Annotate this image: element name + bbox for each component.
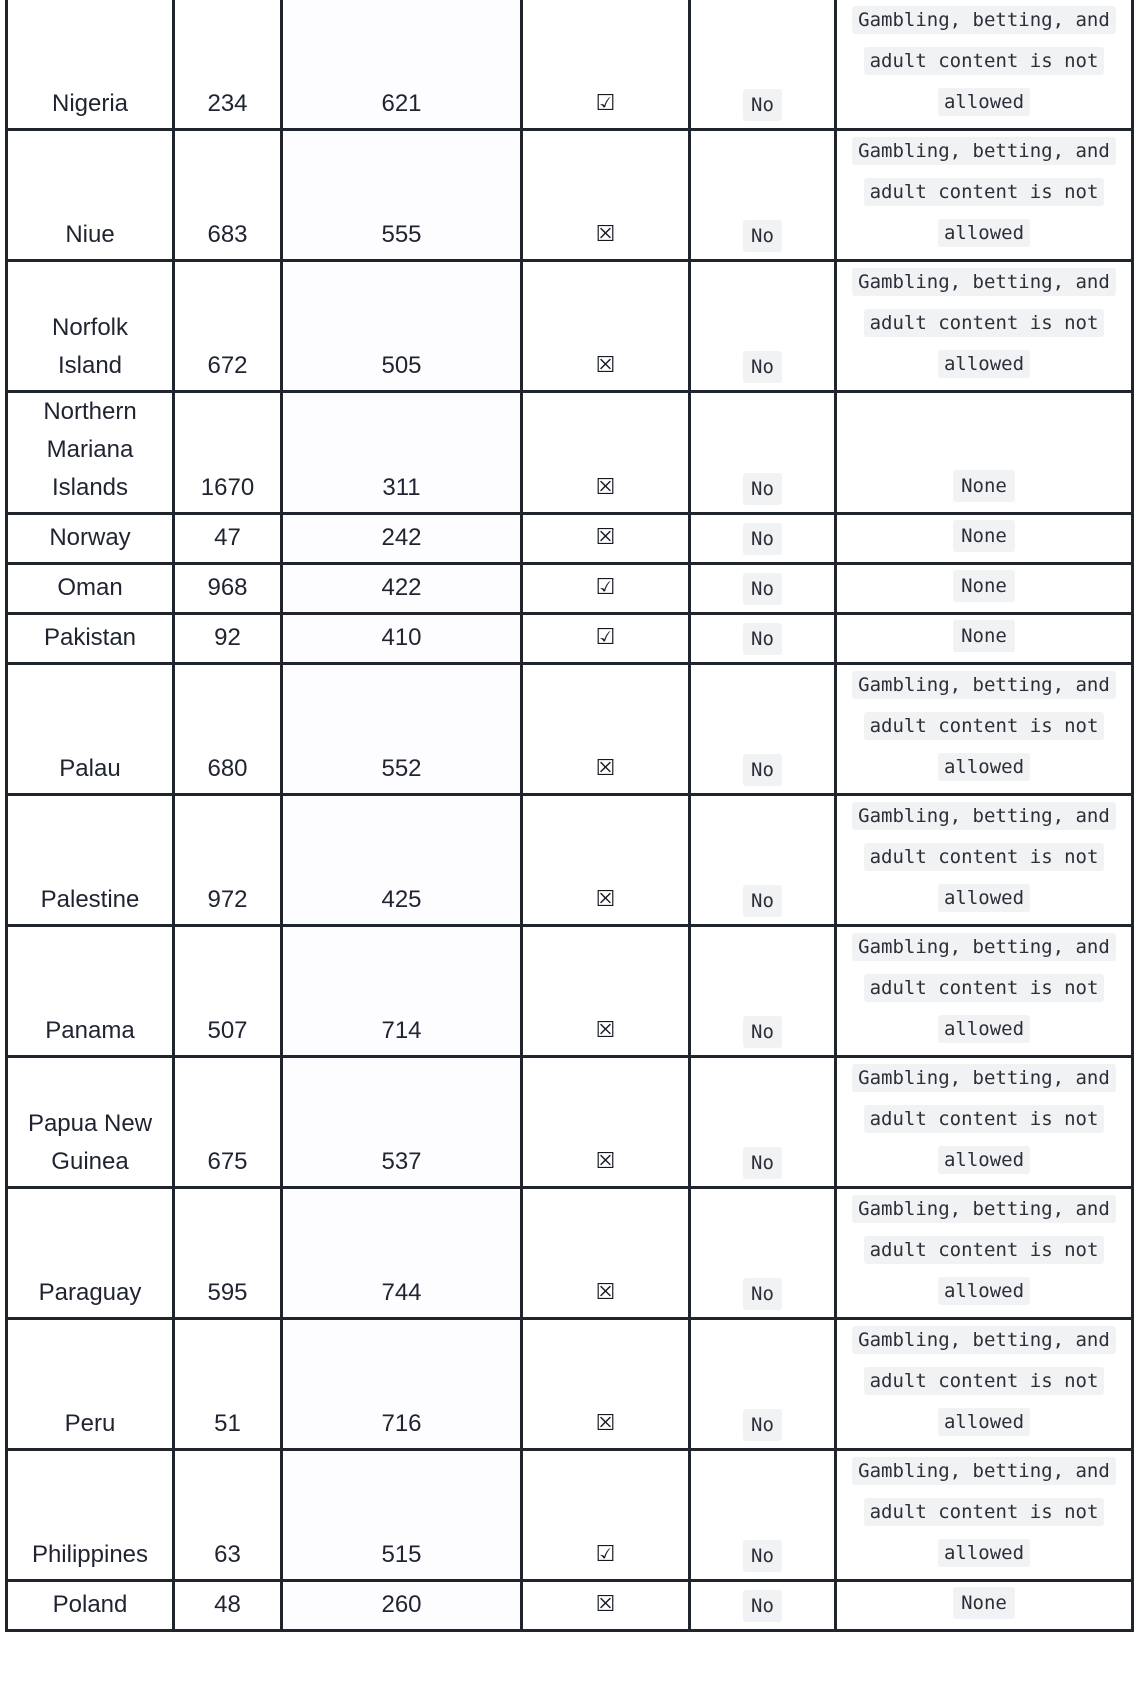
country-name: Nigeria bbox=[51, 90, 129, 117]
check-cell bbox=[523, 665, 691, 796]
restriction-note-line: adult content is not bbox=[864, 843, 1105, 871]
check-cell bbox=[523, 515, 691, 565]
table-row bbox=[5, 0, 1134, 131]
country-name: Norfolk Island bbox=[51, 314, 129, 379]
count-value: 716 bbox=[381, 1410, 422, 1437]
restriction-note-line: allowed bbox=[938, 219, 1030, 247]
restriction-note-none: None bbox=[953, 1587, 1015, 1619]
note-cell bbox=[837, 1058, 1134, 1189]
restriction-note-line: allowed bbox=[938, 350, 1030, 378]
count-value: 311 bbox=[382, 474, 421, 501]
checkbox-icon: ☒ bbox=[595, 353, 616, 378]
country-name: Pakistan bbox=[43, 624, 137, 651]
table-row bbox=[5, 665, 1134, 796]
restriction-note-line: adult content is not bbox=[864, 178, 1105, 206]
flag-cell bbox=[691, 1451, 837, 1582]
count-value: 537 bbox=[381, 1148, 422, 1175]
check-cell bbox=[523, 1451, 691, 1582]
flag-value: No bbox=[743, 1409, 782, 1441]
note-cell bbox=[837, 796, 1134, 927]
restriction-note-line: adult content is not bbox=[864, 1236, 1105, 1264]
count-value: 744 bbox=[381, 1279, 422, 1306]
calling-code: 63 bbox=[214, 1541, 241, 1568]
check-cell bbox=[523, 131, 691, 262]
restriction-note-line: Gambling, betting, and bbox=[852, 1064, 1116, 1092]
count-value: 422 bbox=[381, 574, 422, 601]
restriction-note-line: Gambling, betting, and bbox=[852, 6, 1116, 34]
restriction-note-line: allowed bbox=[938, 1015, 1030, 1043]
note-cell bbox=[837, 131, 1134, 262]
country-cell bbox=[5, 262, 175, 393]
note-cell bbox=[837, 1451, 1134, 1582]
note-cell bbox=[837, 393, 1134, 515]
checkbox-icon: ☒ bbox=[595, 475, 616, 500]
count-value: 242 bbox=[381, 524, 422, 551]
code-cell bbox=[175, 393, 283, 515]
restriction-note-line: Gambling, betting, and bbox=[852, 1195, 1116, 1223]
country-name: Poland bbox=[52, 1591, 128, 1618]
flag-value: No bbox=[743, 1016, 782, 1048]
checkbox-icon: ☑ bbox=[595, 1542, 616, 1567]
restriction-note-line: allowed bbox=[938, 1277, 1030, 1305]
code-cell bbox=[175, 515, 283, 565]
note-cell bbox=[837, 1189, 1134, 1320]
country-cell bbox=[5, 615, 175, 665]
country-name: Northern Mariana Islands bbox=[43, 398, 137, 501]
country-cell bbox=[5, 1451, 175, 1582]
code-cell bbox=[175, 1058, 283, 1189]
country-name: Norway bbox=[49, 524, 131, 551]
restriction-note-line: adult content is not bbox=[864, 712, 1105, 740]
check-cell bbox=[523, 565, 691, 615]
note-cell bbox=[837, 1582, 1134, 1632]
flag-cell bbox=[691, 1189, 837, 1320]
country-cell bbox=[5, 1189, 175, 1320]
note-cell bbox=[837, 565, 1134, 615]
calling-code: 972 bbox=[207, 886, 248, 913]
code-cell bbox=[175, 1189, 283, 1320]
restriction-note-line: Gambling, betting, and bbox=[852, 1326, 1116, 1354]
table-row bbox=[5, 615, 1134, 665]
restriction-note-none: None bbox=[953, 520, 1015, 552]
check-cell bbox=[523, 262, 691, 393]
count-cell bbox=[283, 1320, 523, 1451]
checkbox-icon: ☒ bbox=[595, 1280, 616, 1305]
flag-cell bbox=[691, 131, 837, 262]
table-row bbox=[5, 393, 1134, 515]
checkbox-icon: ☒ bbox=[595, 1411, 616, 1436]
flag-value: No bbox=[743, 1278, 782, 1310]
flag-cell bbox=[691, 1320, 837, 1451]
restriction-note-line: Gambling, betting, and bbox=[852, 1457, 1116, 1485]
calling-code: 51 bbox=[214, 1410, 241, 1437]
flag-cell bbox=[691, 565, 837, 615]
count-value: 714 bbox=[381, 1017, 422, 1044]
note-cell bbox=[837, 515, 1134, 565]
restriction-note bbox=[843, 516, 1125, 557]
flag-value: No bbox=[743, 1540, 782, 1572]
restriction-note bbox=[843, 1320, 1125, 1443]
calling-code: 683 bbox=[207, 221, 248, 248]
table-row bbox=[5, 1320, 1134, 1451]
count-value: 621 bbox=[381, 90, 422, 117]
count-cell bbox=[283, 1582, 523, 1632]
restriction-note-line: Gambling, betting, and bbox=[852, 802, 1116, 830]
restriction-note-line: allowed bbox=[938, 884, 1030, 912]
table-row bbox=[5, 796, 1134, 927]
code-cell bbox=[175, 0, 283, 131]
checkbox-icon: ☒ bbox=[595, 756, 616, 781]
country-cell bbox=[5, 0, 175, 131]
flag-value: No bbox=[743, 89, 782, 121]
table-row bbox=[5, 927, 1134, 1058]
checkbox-icon: ☑ bbox=[595, 91, 616, 116]
country-cell bbox=[5, 1582, 175, 1632]
restriction-note-line: Gambling, betting, and bbox=[852, 137, 1116, 165]
table-row bbox=[5, 1582, 1134, 1632]
note-cell bbox=[837, 665, 1134, 796]
code-cell bbox=[175, 565, 283, 615]
restriction-note bbox=[843, 466, 1125, 507]
country-cell bbox=[5, 665, 175, 796]
country-name: Paraguay bbox=[38, 1279, 142, 1306]
count-cell bbox=[283, 1451, 523, 1582]
restriction-note-line: adult content is not bbox=[864, 1367, 1105, 1395]
calling-code: 48 bbox=[214, 1591, 241, 1618]
restriction-note bbox=[843, 566, 1125, 607]
checkbox-icon: ☒ bbox=[595, 525, 616, 550]
restriction-note bbox=[843, 796, 1125, 919]
restriction-note-none: None bbox=[953, 620, 1015, 652]
country-name: Palau bbox=[59, 755, 121, 782]
country-cell bbox=[5, 796, 175, 927]
calling-code: 47 bbox=[214, 524, 241, 551]
restriction-note-line: allowed bbox=[938, 1408, 1030, 1436]
restriction-note-line: adult content is not bbox=[864, 47, 1105, 75]
flag-cell bbox=[691, 515, 837, 565]
check-cell bbox=[523, 0, 691, 131]
restriction-note bbox=[843, 665, 1125, 788]
flag-cell bbox=[691, 262, 837, 393]
count-value: 555 bbox=[381, 221, 422, 248]
country-table bbox=[5, 0, 1134, 1632]
count-cell bbox=[283, 1058, 523, 1189]
count-cell bbox=[283, 665, 523, 796]
calling-code: 234 bbox=[207, 90, 248, 117]
restriction-note bbox=[843, 1583, 1125, 1624]
note-cell bbox=[837, 0, 1134, 131]
code-cell bbox=[175, 615, 283, 665]
restriction-note bbox=[843, 927, 1125, 1050]
country-name: Panama bbox=[45, 1017, 135, 1044]
count-cell bbox=[283, 515, 523, 565]
checkbox-icon: ☒ bbox=[595, 887, 616, 912]
table-row bbox=[5, 565, 1134, 615]
flag-value: No bbox=[743, 523, 782, 555]
restriction-note bbox=[843, 131, 1125, 254]
flag-cell bbox=[691, 0, 837, 131]
flag-value: No bbox=[743, 351, 782, 383]
checkbox-icon: ☒ bbox=[595, 1149, 616, 1174]
check-cell bbox=[523, 615, 691, 665]
flag-cell bbox=[691, 927, 837, 1058]
restriction-note-line: allowed bbox=[938, 1539, 1030, 1567]
calling-code: 968 bbox=[207, 574, 248, 601]
count-cell bbox=[283, 796, 523, 927]
flag-value: No bbox=[743, 754, 782, 786]
flag-value: No bbox=[743, 573, 782, 605]
check-cell bbox=[523, 1189, 691, 1320]
restriction-note-line: adult content is not bbox=[864, 1498, 1105, 1526]
count-value: 425 bbox=[381, 886, 422, 913]
flag-value: No bbox=[743, 623, 782, 655]
restriction-note-line: Gambling, betting, and bbox=[852, 933, 1116, 961]
country-name: Philippines bbox=[31, 1541, 149, 1568]
count-value: 515 bbox=[381, 1541, 422, 1568]
code-cell bbox=[175, 131, 283, 262]
count-cell bbox=[283, 615, 523, 665]
table-row bbox=[5, 131, 1134, 262]
country-cell bbox=[5, 393, 175, 515]
flag-cell bbox=[691, 1058, 837, 1189]
country-name: Niue bbox=[65, 221, 115, 248]
flag-value: No bbox=[743, 1590, 782, 1622]
flag-value: No bbox=[743, 885, 782, 917]
country-table-container bbox=[5, 0, 1134, 1632]
count-cell bbox=[283, 262, 523, 393]
flag-value: No bbox=[743, 220, 782, 252]
code-cell bbox=[175, 927, 283, 1058]
note-cell bbox=[837, 615, 1134, 665]
count-cell bbox=[283, 393, 523, 515]
restriction-note-line: adult content is not bbox=[864, 1105, 1105, 1133]
code-cell bbox=[175, 796, 283, 927]
restriction-note bbox=[843, 0, 1125, 123]
note-cell bbox=[837, 262, 1134, 393]
restriction-note-none: None bbox=[953, 570, 1015, 602]
calling-code: 680 bbox=[207, 755, 248, 782]
checkbox-icon: ☑ bbox=[595, 625, 616, 650]
country-name: Peru bbox=[64, 1410, 116, 1437]
flag-value: No bbox=[743, 473, 782, 505]
table-row bbox=[5, 1189, 1134, 1320]
code-cell bbox=[175, 1320, 283, 1451]
calling-code: 675 bbox=[207, 1148, 248, 1175]
checkbox-icon: ☑ bbox=[595, 575, 616, 600]
check-cell bbox=[523, 927, 691, 1058]
count-cell bbox=[283, 0, 523, 131]
country-cell bbox=[5, 1320, 175, 1451]
table-body bbox=[5, 0, 1134, 1632]
table-row bbox=[5, 1451, 1134, 1582]
flag-cell bbox=[691, 1582, 837, 1632]
restriction-note bbox=[843, 262, 1125, 385]
restriction-note-line: Gambling, betting, and bbox=[852, 671, 1116, 699]
table-row bbox=[5, 1058, 1134, 1189]
restriction-note bbox=[843, 616, 1125, 657]
calling-code: 595 bbox=[207, 1279, 248, 1306]
country-name: Palestine bbox=[40, 886, 140, 913]
note-cell bbox=[837, 1320, 1134, 1451]
country-name: Papua New Guinea bbox=[27, 1110, 153, 1175]
check-cell bbox=[523, 1582, 691, 1632]
calling-code: 92 bbox=[214, 624, 241, 651]
code-cell bbox=[175, 1582, 283, 1632]
flag-cell bbox=[691, 393, 837, 515]
country-cell bbox=[5, 927, 175, 1058]
restriction-note-none: None bbox=[953, 470, 1015, 502]
count-cell bbox=[283, 565, 523, 615]
country-name: Oman bbox=[57, 574, 123, 601]
checkbox-icon: ☒ bbox=[595, 1018, 616, 1043]
restriction-note bbox=[843, 1451, 1125, 1574]
restriction-note-line: allowed bbox=[938, 753, 1030, 781]
count-value: 505 bbox=[381, 352, 422, 379]
table-row bbox=[5, 515, 1134, 565]
flag-value: No bbox=[743, 1147, 782, 1179]
country-cell bbox=[5, 565, 175, 615]
restriction-note-line: Gambling, betting, and bbox=[852, 268, 1116, 296]
restriction-note bbox=[843, 1058, 1125, 1181]
flag-cell bbox=[691, 615, 837, 665]
check-cell bbox=[523, 1058, 691, 1189]
check-cell bbox=[523, 1320, 691, 1451]
code-cell bbox=[175, 1451, 283, 1582]
country-cell bbox=[5, 1058, 175, 1189]
flag-cell bbox=[691, 665, 837, 796]
calling-code: 1670 bbox=[200, 474, 255, 501]
check-cell bbox=[523, 393, 691, 515]
restriction-note bbox=[843, 1189, 1125, 1312]
restriction-note-line: adult content is not bbox=[864, 309, 1105, 337]
country-cell bbox=[5, 515, 175, 565]
table-row bbox=[5, 262, 1134, 393]
count-cell bbox=[283, 131, 523, 262]
checkbox-icon: ☒ bbox=[595, 1592, 616, 1617]
calling-code: 672 bbox=[207, 352, 248, 379]
country-cell bbox=[5, 131, 175, 262]
restriction-note-line: adult content is not bbox=[864, 974, 1105, 1002]
code-cell bbox=[175, 262, 283, 393]
restriction-note-line: allowed bbox=[938, 1146, 1030, 1174]
flag-cell bbox=[691, 796, 837, 927]
count-value: 410 bbox=[381, 624, 422, 651]
calling-code: 507 bbox=[207, 1017, 248, 1044]
checkbox-icon: ☒ bbox=[595, 222, 616, 247]
note-cell bbox=[837, 927, 1134, 1058]
count-value: 552 bbox=[381, 755, 422, 782]
code-cell bbox=[175, 665, 283, 796]
restriction-note-line: allowed bbox=[938, 88, 1030, 116]
check-cell bbox=[523, 796, 691, 927]
count-value: 260 bbox=[381, 1591, 422, 1618]
count-cell bbox=[283, 927, 523, 1058]
count-cell bbox=[283, 1189, 523, 1320]
